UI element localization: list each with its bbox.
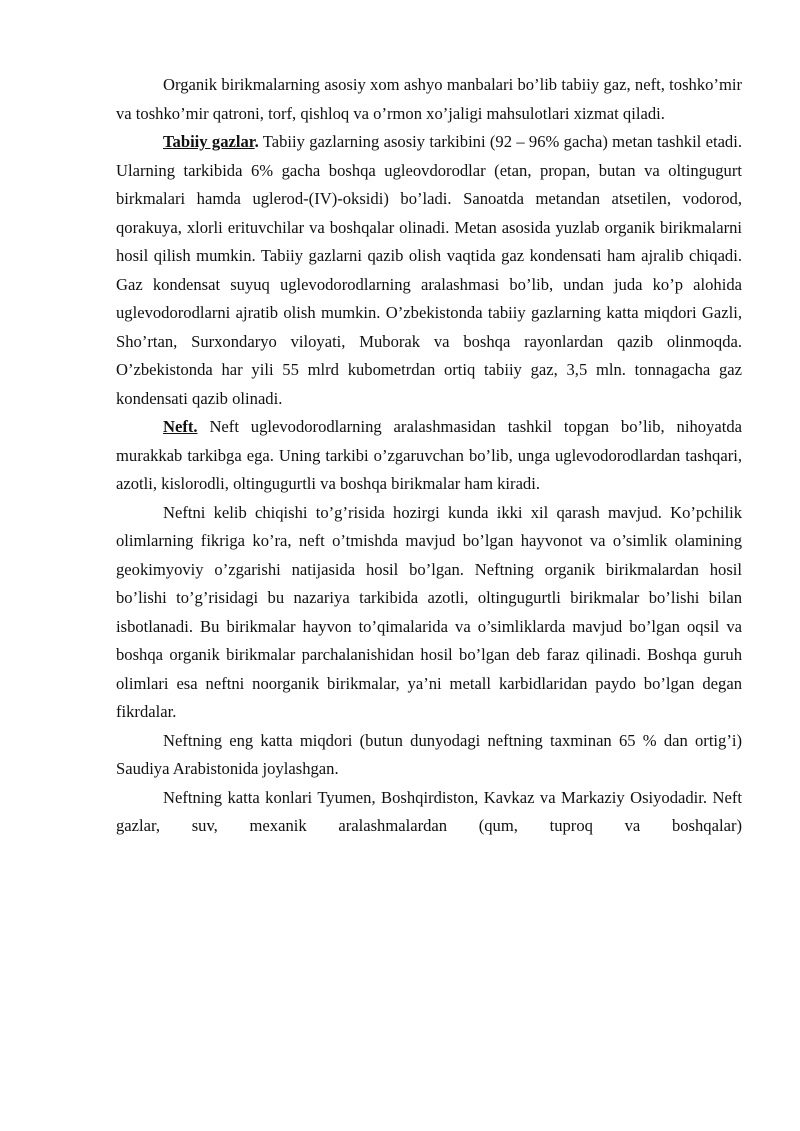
paragraph-oil-reserves bbox=[116, 727, 742, 784]
document-page bbox=[116, 71, 742, 841]
paragraph-text: Neftning katta konlari Tyumen, Boshqirdiston, Kavkaz va Markaziy Osiyodadir. Neft gazlar, suv, mexanik aralashmalardan (qum, tuproq va boshqalar) bbox=[116, 787, 742, 835]
heading-period: . bbox=[254, 132, 259, 151]
paragraph-natural-gas bbox=[116, 128, 742, 413]
paragraph-oil bbox=[116, 413, 742, 499]
paragraph-oil-fields bbox=[116, 784, 742, 841]
paragraph-text: Neftni kelib chiqishi to’g’risida hozirgi kunda ikki xil qarash mavjud. Ko’pchilik olimlarning fikriga ko’ra, neft o’tmishda mavjud bo’lgan hayvonot va o’simlik olamining geokimyoviy o’zgarishi natijasida hosil bo’lgan. Neftning organik birikmalardan hosil bo’lishi to’g’risidagi bu nazariya tarkibida azotli, oltingugurtli birikmalar bo’lishi bilan isbotlanadi. Bu birikmalar hayvon to’qimalarida va o’simliklarda mavjud bo’lgan oqsil va boshqa organik birikmalar parchalanishidan hosil bo’lgan deb faraz qilinadi. Boshqa guruh olimlari esa neftni noorganik birikmalar, ya’ni metall karbidlaridan paydo bo’lgan degan fikrdalar. bbox=[116, 502, 742, 721]
paragraph-text: Neft uglevodorodlarning aralashmasidan tashkil topgan bo’lib, nihoyatda murakkab tarkibga ega. Uning tarkibi o’zgaruvchan bo’lib, unga uglevodorodlardan tashqari, azotli, kislorodli, oltingugurtli va boshqa birikmalar ham kiradi. bbox=[116, 417, 742, 493]
paragraph-oil-origin bbox=[116, 499, 742, 727]
paragraph-text: Neftning eng katta miqdori (butun dunyodagi neftning taxminan 65 % dan ortig’i) Saudiya Arabistonida joylashgan. bbox=[116, 730, 742, 778]
paragraph-intro bbox=[116, 71, 742, 128]
section-heading-oil: Neft. bbox=[163, 417, 198, 436]
paragraph-text: Organik birikmalarning asosiy xom ashyo manbalari bo’lib tabiiy gaz, neft, toshko’mir va toshko’mir qatroni, torf, qishloq va o’rmon xo’jaligi mahsulotlari xizmat qiladi. bbox=[116, 75, 742, 123]
paragraph-text: Tabiiy gazlarning asosiy tarkibini (92 – 96% gacha) metan tashkil etadi. Ularning tarkibida 6% gacha boshqa ugleovdorodlar (etan, propan, butan va oltingugurt birkmalari hamda uglerod-(IV)-oksidi) bo’ladi. Sanoatda metandan atsetilen, vodorod, qorakuya, xlorli erituvchilar va boshqalar olinadi. Metan asosida yuzlab organik birikmalarni hosil qilish mumkin. Tabiiy gazlarni qazib olish vaqtida gaz kondensati ham ajralib chiqadi. Gaz kondensat suyuq uglevodorodlarning aralashmasi bo’lib, undan juda ko’p alohida uglevodorodlarni ajratib olish mumkin. O’zbekistonda tabiiy gazlarning katta miqdori Gazli, Sho’rtan, Surxondaryo viloyati, Muborak va boshqa rayonlardan qazib olinmoqda. O’zbekistonda har yili 55 mlrd kubometrdan ortiq tabiiy gaz, 3,5 mln. tonnagacha gaz kondensati qazib olinadi. bbox=[116, 132, 742, 408]
section-heading-natural-gas: Tabiiy gazlar bbox=[163, 132, 255, 151]
